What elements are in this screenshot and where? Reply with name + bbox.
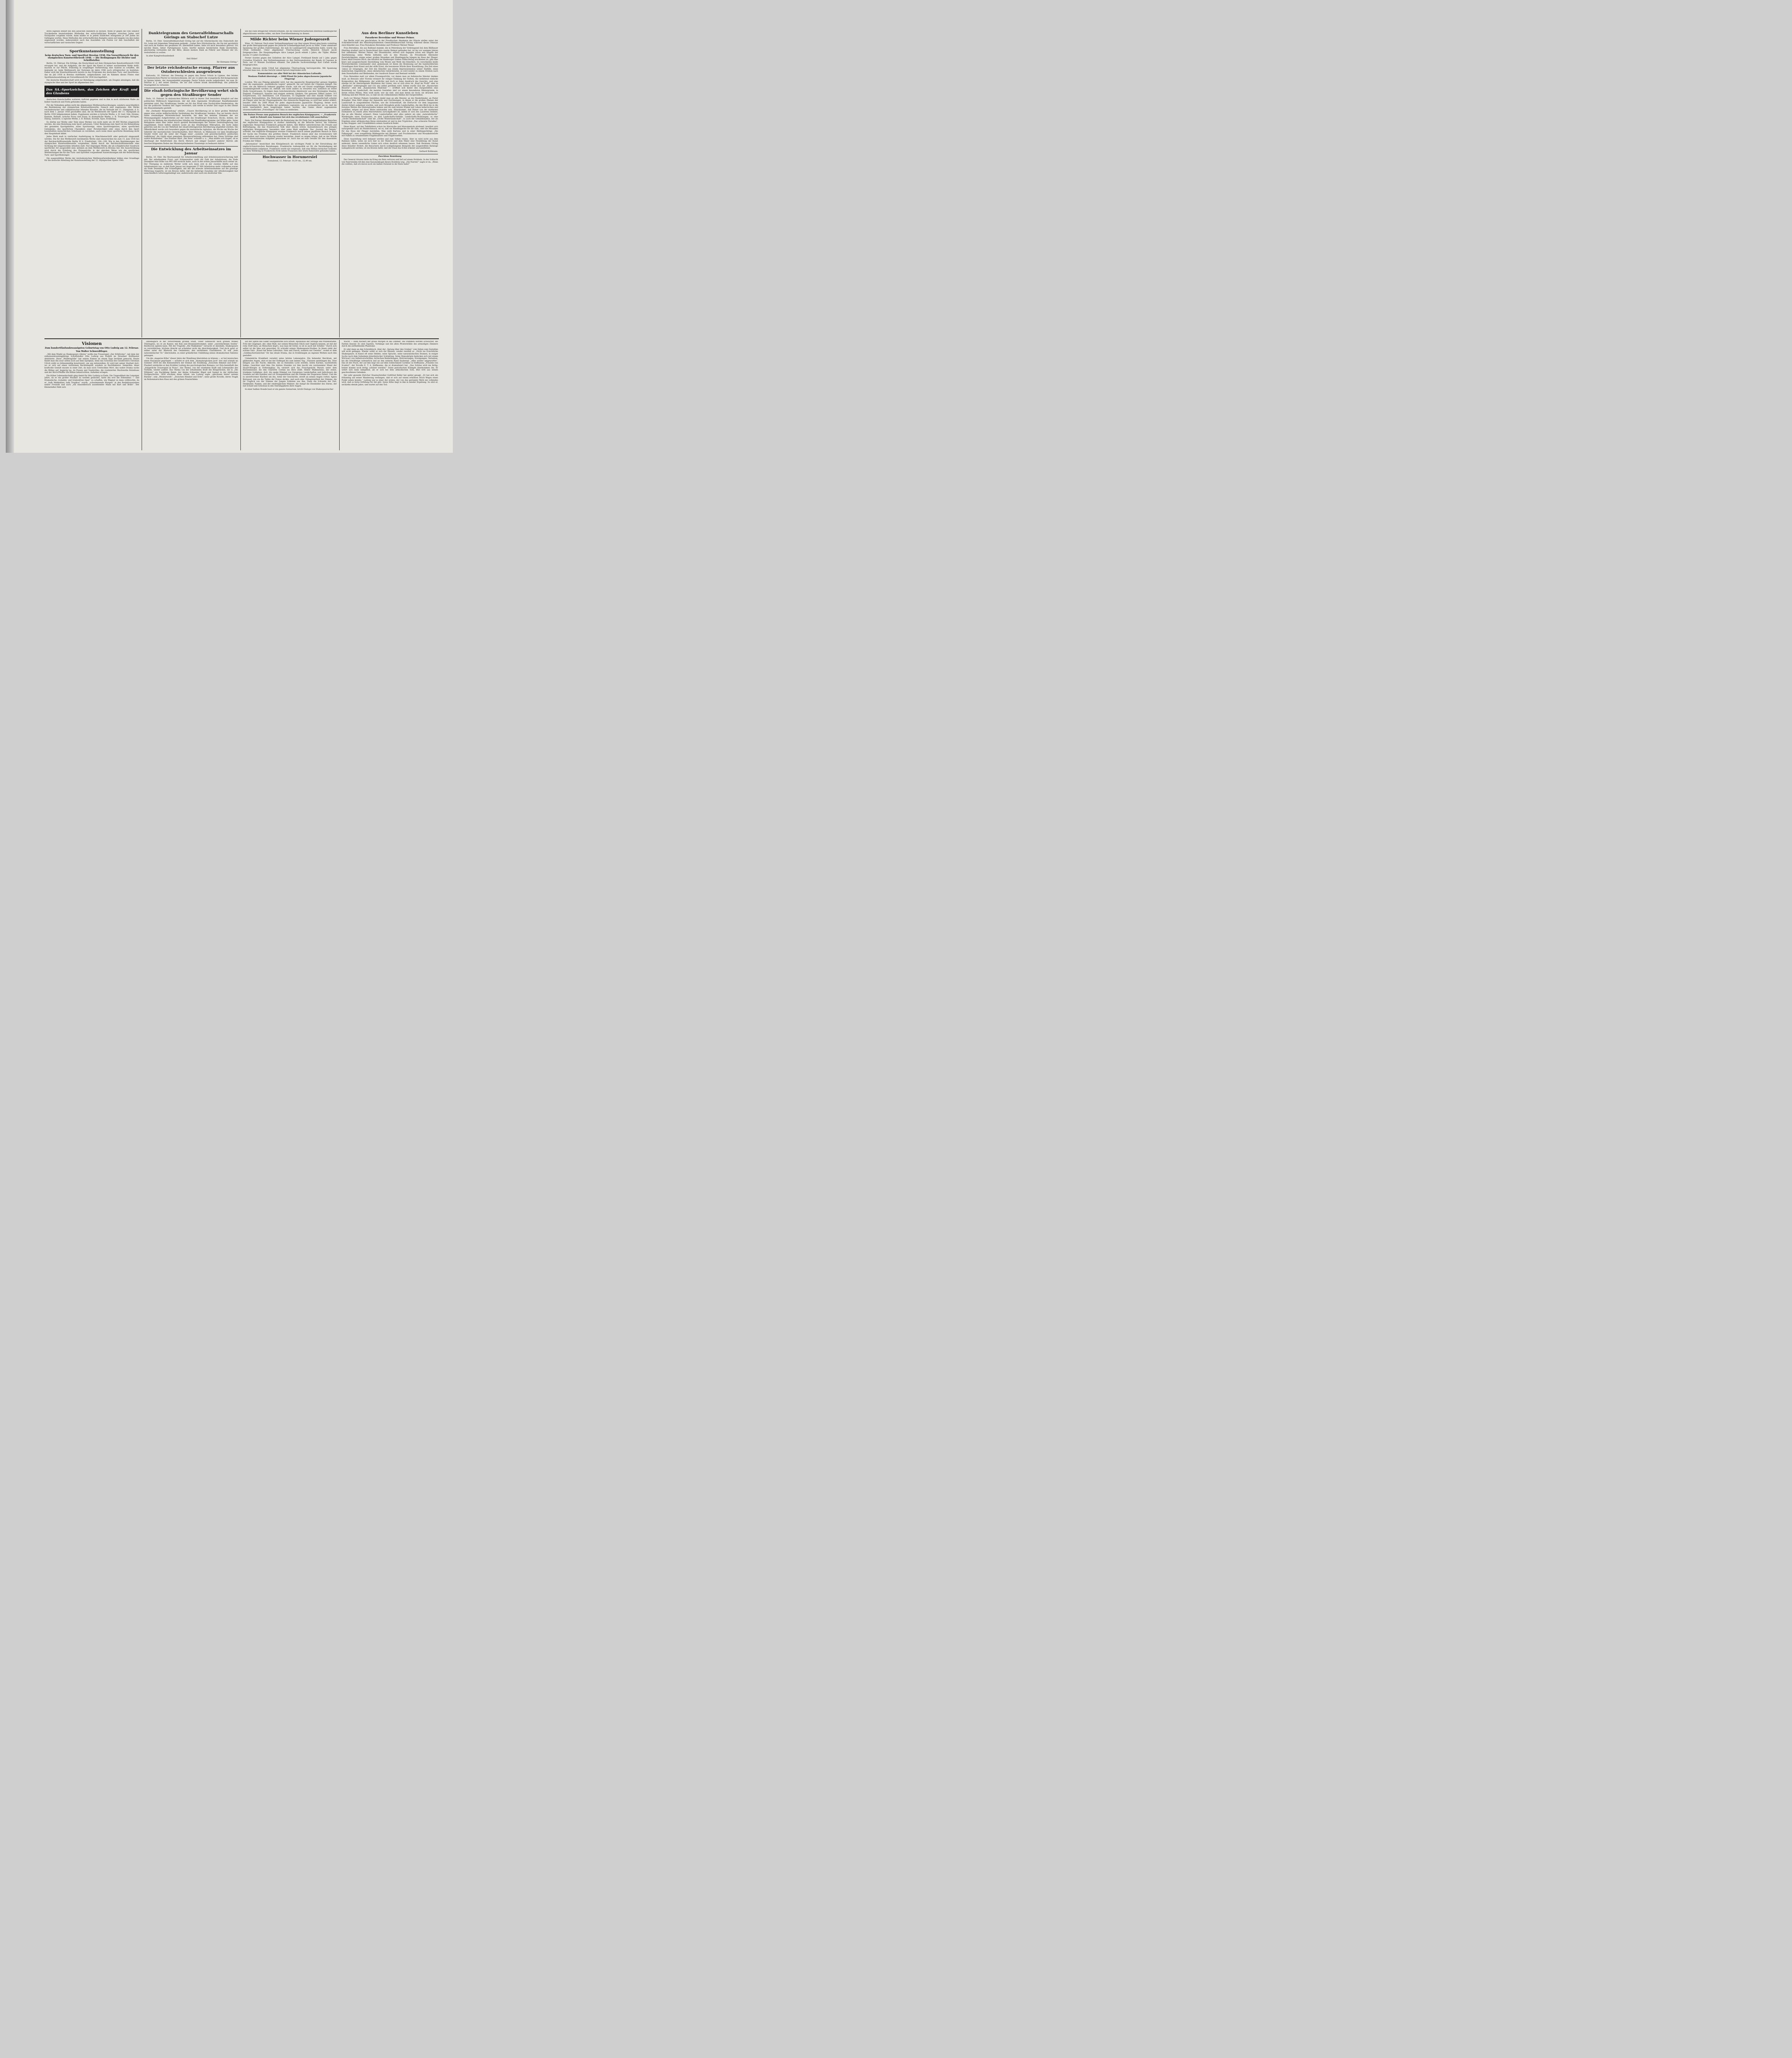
headline-arbeitseinsatz: Die Entwicklung des Arbeitseinsatzes im Januar (151, 147, 231, 156)
body-paragraph: Kattowitz, 10. Februar. Am Dienstag ist gegen den Pastor Scholz in Lipiene, den letzten reichsdeutschen Pfarrer in Ostoberschlesien, der als 12 Jahre die evangelische Kirchengemeinde in Lipiene leitete, der Ausweisbefehl ergangen. Pastor Scholz wurde aufgefordert, bis zum 28. Februar d. J. mit seiner Ehefrau, die zur Zeit schwer krank darniederliegt, das polnische Staatsgebiet zu verlassen. (144, 75, 238, 86)
body-paragraph: Der sehr gesunde Züricher Staatsschreiber Gottfried Keller hat später gesagt: „Er hat sich ein frühzeitig auf seiner Wanderung verfangen, daß er sich auf einem erhöhten Stück Weges einen Punkt sehen konnte.“ Ludwig war ja einer der ersten, der von das geräumte Werk nie vollenden wird, daß so ferne Erfüllung für ihn gibt. Seine Höhe liegt in ihm in minder Ergebung. So sitzt er, sechzehn elende Jahre, und wartet auf den Tod. (342, 375, 438, 386)
headline-strassburger-sender: Die elsaß-lothringische Bevölkerung wehrt sich gegen den Straßburger Sender (144, 89, 238, 97)
body-paragraph: Wucht — dann flackert der graue Morgen in das Zimmer. Die Stimmen werden schwächer, die Farben blasser. Es sind Tapeten, Vorhänge und die alten Pfosterstühle des armseligen Zimmers durch die zerfließenden Phantome. (342, 341, 438, 348)
headline-berliner-kunstleben: Aus den Berliner Kunstleben (361, 31, 418, 35)
feuilleton-rule (44, 338, 439, 339)
body-paragraph: Frau Bereskine, die aus Rußland stammt, die in Petersburg der Vorkriegszeit bei dem Bildhauer Eberling studiert und in Deutschland ihre zweite Heimat gefunden hat, ist bis vor wenigen Jahren fast unbekannt. Werner Peiner, der Düsseldorfer, erfreut sich dagegen schon seit langem der Anerkennung; seine Werke befinden sich in den Museen, im Privatbesitz führender Persönlichkeiten, einige seiner großen Mosaiken und Wandteppiche hängen im Haus der Flieger. Ernst Adolf Dreyers Buch, das kürzlich im Hamburger Gieben Stäbe-Verlag erschienen ist, gibt eine klare und ausgezeichnete Darstellung vom Wesen und Werk des Künstlers. So verschieden beide Persönlichkeiten voneinander sind, gemeinsam ist ihnen die Besinnung auf die handwerklichen Grundlagen ihrer Kunst und der stille Ernst, die besonnene Würde ihrer Kunstübung. Die Zeit eines -ismus ist vergangen, der Zeit des Künstler aus einem Impressionismus seiner Einfälle, eines malerischen Augenblicks, eines ekstatischen Gebärdenstils, es wird wieder zu einem Streben nach dem Dauerhaften und Bleibenden, der Ausdruck Dauer und Bestand verleiht. (342, 47, 438, 75)
headline-pfarrer: Der letzte reichsdeutsche evang. Pfarrer aus Ostoberschlesien ausgewiesen (147, 66, 235, 74)
body-paragraph: deutschen Kunstschaffen weiteren Auftrieb gegeben und in ihm in noch stärkerem Maße als bisher Ausdruck und Form gefunden haben. (44, 99, 139, 103)
subhead-otto-ludwig: Zum hundertfünfundzwanzigsten Geburtstag von Otto Ludwig am 12. Februar. (44, 347, 139, 349)
column-4 (342, 30, 438, 336)
column-3 (243, 30, 337, 336)
body-paragraph: Für die Teilnahme gelten nicht die allgemeinen Wettbewerbsordnungen, sondern ausschließlich die Bestimmung des olympischen Kunstwettbewerbs. Danach sind zugelassen: Alle Werke reichsdeutscher und volksdeutscher lebender Künstler, die im Verlaufe der 11. Olympiade, d. h. nach dem 1. Januar 1936 geschaffen sind, die im Wettbewerb der Spiele der 11. Olympiade in Berlin 1936 teilgenommen haben. Zugelassen werden a) lyrische Werke, z. B. Lied, Ode, Hymne, Kantate, Ballade, lyrische Prosa und Essay, b) dramatische Werke, z. B. Trauerspiel, Hörspiel, Dialog, Szenerie, c) epische Werke, z. B. Roman, Novelle, Epos, Erzählung. (44, 104, 139, 121)
body-paragraph: Ferner wurden gegen den Geliebten der Alice Lampel, Ferdinand Kende auf 1 Jahr, gegen Cornelius Friedrich, den Verbindungsmann zu den Vertrauensleuten der Bande Al Capones in Paris, auf 15 Monate Zuchthaus erkannt. Der jüdische Sachverständige Karl Caftan wurde freigesprochen. (243, 57, 337, 67)
feuilleton-column-1 (44, 341, 139, 449)
telegram-heil: Heil Hitler! (186, 58, 198, 61)
body-paragraph: Berlin, 10. Febr. Die Reichsanstalt für Arbeitsvermittlung und Arbeitslosenversicherung teilt mit: Bei anhaltendem Frost- und Schneewetter zieht die Zahl der Arbeitslosen, die Ende Dezember eine Höhe von 995 000 erreicht hatte, auch in der ersten Januarhälfte noch weiter an. Der Übergang zu milderem Wetter wirkt sich dann erst in der zweiten Hälfte auf den Arbeitseinsatz aus, so daß Ende Januar nur insgesamt 57 000 Arbeitslose mehr vorhanden waren als Ende Dezember. Die Schnelligkeit, mit der die erneute Arbeitsaufnahme auf die günstige Witterung reagierte, ist ein Beweis dafür, daß die bisherige Zunahme der Arbeitslosigkeit fast ausschließlich witterungsbedingt war, andererseits aber auch ein deutlicher Hin- (144, 156, 238, 175)
body-paragraph: Berlin, 10. Febr. Generalfeldmarschall Göring hat auf die Glückwünsche des Stabschefs der SA. Lutze mit folgendem Telegramm gedankt: „Lieber Ihre Glückwünsche, die Sie mir persönlich und auch im Namen der gesamten SA. übermittelt haben, habe ich mich besonders gefreut. Ich möchte Ihnen, lieber Parteigenosse Lutze, hierfür meinen herzlichsten Dank übermitteln, gleichzeitig verbunden mit der Bitte, diesen meinen Dank an Führer und Männer der SA. weiterleiten zu wollen. (144, 40, 238, 54)
column-divider (240, 29, 241, 338)
headline-hochwasser: Hochwasser in Horumersiel (262, 155, 317, 159)
subhead-sportkunst: beim deutschen Turn- und Sportfest Breslau 1938. Ein Vorwettbewerb für den olympischen Kunstwettbewerb 1940. — Die Bedingungen für Dichter und Schriftsteller. (45, 54, 139, 62)
body-paragraph: Diese Kunst, auf den Tafelbildern schon ins Heroische und Monumentale strebend, bewährt sich naturgemäß auch als Wandschmuck, sei es, daß sie Wandteppiche für die Säle, oder die Mosaiken für das Haus der Flieger darstellen. Man sieht Kartons und in einer Bildteppichfolge „Die Falkenjagd“, zwei ausgeführte Bildteppiche mit Blumen- und Fruchtmotiven und Mosaikentwürfe mit Falken zu ornamentalen Flügelmustern und Flügelrosetten. (342, 126, 438, 137)
column-divider (339, 340, 340, 450)
column-2 (144, 30, 238, 336)
body-paragraph: Um die „mageren Kühe“ dieser Jahre der Wandlung überstehen zu können — er hat inzwischen einen Hausstand gegründet — wendet er sich dem „dramaturgischen Joch“ frei und schrieb im Sommer 1854 bei den Kleinstädtern der Heimat die Erzählung „Zwischen Himmel und Erde“. Flaubert entdeckte er den Erzähler Ludwig des psychologischen Romans; vor Zola beeinflußt das „bürgerliche Trauerspiel in Prosa“, das Thema, von der ersehnten Kraft und Lebensnähe des Vorbilds, wieder auflebt. Das Thema von der erhaltenden Kraft des Bürgerlichen, die in „Die Wildente“ ein Nachklang findet: der kleine Schneider Bügel und Sannel in der idyllischen Dorfgeschichte. 1856 erschien diese Arbeit, wie Ludwig sagte „gleichsam hinter seinem Rücken“, sein „Meisterwerk“. „Zwischen Himmel und Erde“; seine große Novelle, deren Tragik im Rettenmairschen Haus mit den grünen Fensterläden (144, 358, 238, 381)
body-paragraph: Jedes Werk muß in vierfacher Ausfertigung in Maschinenschrift oder gedruckt eingesandt werden. Die für den Wettbewerb bestimmten Werke sind einzureichen bis zum 15. Juni 1938 bei der Reichsschrifttumsstelle Berlin W 8, Friedrichstr. 194—199. Wie in den Bestimmungen des olympischen Kunstwettbewerbs vorgesehen, findet durch die Reichsschrifttumsstelle eine Sichtung der eingereichten Arbeiten statt. Nur diejenigen Werke, die als schöpferischer Ausdruck sportlicher Art ausgewählt sind, nehmen an dem Wettbewerb in Breslau teil. Die Ausschreibung wird durch die Erteilung des Preisgerichts in der gleichen Weise wie die sportlichen Wettleistungen die für das Turn- und Sportfest vorgesehene Auszeichnungen mit der Bezeichnung Turn- und Sportfestsieger. (44, 136, 139, 157)
body-paragraph: Diese Ausstellung wird bekannt werden und zum Sehen reizen. Aber es wird nicht aus dem Rahmen fallen, wenn sie sich hier in der Malerei und dem Maler eine Neubildung der Kunst andeutet, deren wesentliche Linien sich schon deutlich erkennen lassen. Daß Hermann Göring diese Künstler fördert, die Besuchern durch wohlgelungene Beispiele der ausgestellten Kataloge nahegebracht werden, ist ein Beweis dafür, daß der Staat das Echte erkennt und anerkennt. (342, 138, 438, 150)
body-paragraph: Wien, 10. Februar. Nach einer Verhandlungsdauer von über einem Monat ging heute vormittag der große Betrugsprozeß gegen die jüdische Schieberfippschaft Jacob zu Ende. Unter atemloser Spannung der großen Zuhörermenge, die sich im Landesgericht eingefunden hatte, wurde das Urteil verkündet. Unter allgemeiner Überraschung wurde Heinrich Eduard Jacob freigesprochen. Die Hauptangeklagte Alice Lampel Jacob erhielt 2 Jahre, die 70jähr. Mutter Jacobs 1½ Jahre Zuchthaus. (243, 42, 337, 56)
article-continuation: ihren eigenen Bedarf bei den jüdischen Händlern zu decken. Wenn er gegen die vom Senator Trockenheim beanstandeten Methoden des wirtschaftlichen Kampfes zwischen Juden und Nichtjuden vorgehen würde, dann müßte er in jedem Städtchen wenigstens je 200 Juden ins Gefängnis werfen. Diese Methoden des wirtschaftlichen Kampfes seien seit langem von den Juden angewandt worden, insbesondere auch das Ausstellen von Posten vor den Geschäften der wirtschaftlichen und rassischen Gegner. (44, 30, 139, 44)
body-paragraph: Berlin, 10. Februar. Die Erfolge, die Deutschland auf dem Olympischen Kunstwettbewerb 1936 errungen hat, und die Aufgaben, die der Sport der Kunst in immer wachsendem Maße stellt, machen es zur Pflicht, frühzeitig in sorgfältiger Vorbereitung eine Auslese zu schaffen, die imstande ist, beim Wettbewerb der Nationen im Jahre 1940 noch erfolgreicher zu bestehen. Daher wird der Kunstwettbewerb bereits in das Programm des deutschen Turn- und Sportfestes, das im Juli 1938 in Breslau stattfindet, aufgenommen und im Rahmen dieses Festes eine Sportkunstausstellung als Vorwettbewerb für 1938 durchgeführt. (44, 63, 139, 79)
column-divider (339, 29, 340, 338)
body-paragraph: Die ausgewählten Werke der reichsdeutschen Wettbewerbsteilnehmer bilden eine Grundlage für die deutsche Abteilung der Kunstausstellung der 12. Olympischen Spiele 1940. (44, 157, 139, 162)
telegram-signature: Ihr Hermann Göring." (217, 61, 238, 63)
column-divider (240, 340, 241, 450)
body-paragraph: Paris, 10. Februar. In elsässischen Blättern wird in letzter Zeit besonders dringlich auf den politischen Mißbrauch hingewiesen, der mit dem regionalen Straßburger Rundfunksender getrieben wird. Der Straßburger Sender sei für das Elsaß eine Nachrichten-Sendestation, die nur die politische Tendenz des Tages verbreitet, und werde in letzter Zeit sogar in den Dienst des Klassenkampfes gestellt. (144, 98, 238, 109)
telegram-greeting: In alter Kampfverbundenheit (146, 55, 174, 57)
headline-sportkunstausstellung: Sportkunstausstellung (69, 49, 114, 54)
body-paragraph: Unheimliche Krankheit verzehrt seine letzten Lebensjahre. Ein liebender Reichtum, mit glühenden Augen, sitzt er bei der Erdkugel bis zum letzten Tag; „Visionen umdrängen ihn, Töne klingen aus der Nacht; Akkorde, die zu flutenden Licht werden, leiten Karmin, nachtiefsten Indigo. Gesichter sind ihm: Die letzten Stunden vor ihm taucht ein verstummter Mund der Stuart-Königin in Fotheringhay. Da verzerrt sich das Froschgesicht Marats unter dem Küchenmesser, die ihm Charlotte Cordan ins Herz stößt. Hinter Wallensteins, der stolze, trunkene Goldglanz, dort, die opake Himmel von Giorgiones Landschaften und tiefschwarz die Gondeln auf den Kanälen und vor Drangenblüten und die Stimme der Dogaressa Falieri. Und die in unverfrorener Klarheit um ihn, Arme der Geschichte, streift an seinen Augen vorbei: Agnes Bernauer, wie sie die Tiefen der Donau deckte, und auch eine Unbegrenztheit der Stimme, die ihr Unglück von der Stimme der Jungen Soldaten aus ihm. Dann die Schwelle der Zeit, Denkmäler, Namen, und der eindringlichste Mahner: die dumpf die Ebenbilder des Sterns, der mit Schuld und Schicksal in den Sternfapphiren ihrer Augen. (243, 358, 337, 388)
feuilleton-column-3 (243, 341, 337, 449)
sa-sportzeichen-banner: Das SA.-Sportzeichen, das Zeichen der Kraft und des Glaubens (44, 86, 139, 97)
body-paragraph: Es dürfen nur Werke oder Teile eines Werkes von nicht mehr als 20 000 Worten eingereicht werden, die eine Beziehung zum Sport aufweisen. Unter Beziehung zum Sport ist die Behandlung des gesamten Sportgebietes, eines Sportzweigs, eines Sportereignisses, eines sportlichen Gedankens, des sportlichen Charakters einer Persönlichkeit oder eines durch den Sport beeinflußten menschlichen Schicksals zu verstehen, auch wenn diese sportliche Beziehung nicht den Hauptinhalt bildet. (44, 121, 139, 135)
body-paragraph: Die „Dorbader Bürgerzeitung“ erklärt: „Unsere Bevölkerung ist in ihrer großen Mehrheit gegen eine solche mißbräuchliche Verdrehung des Straßburger Senders. Das sei bereits durch einen zweimaligen Hörerentscheid bewiesen, bei dem die meisten Stimmen der zur Meinungsabgabe Aufgefordeten auf der Seite des Straßburger Domchors, Hochs, stehen, der sich für die Bildung des künstlerischen Inhaltes der Rundfunkprogramme viel Mühe gebe. Seine Befugnisse seien aber leider durch speziell Bestimmungen der Pariser Zentralregierung fast eingedämmt. Diese ließen nämlich Leute an das Straßburger Mikrophon, die nicht dahin gehörten und die von der Mehrheit der elsaß-lothringischen Bevölkerung abgelehnt würden. Die Öffentlichkeit werde sich besonders gegen die marxistische Agitation, die Woche um Woche der Sekretär der marxistischen Gewerkschaften, Herr Mersch, in Mülhausen vor dem Straßburger Sender treibt und die unter der Flagge einer „sozialen und gewerkschaftlich politischen Aufklärung“ die Gipfel einer gemeinen Massenverhetzung erklommen hat. Diese Vorträge sind wahre Brandreden.“ Das Elsässer Blatt „Der Bote“ schreibt u. a.: „Man müßte sich fragen, ob es überhaupt der Redefreiheit des Herrn Mersch und einiger hundert anderer Herren alle beschwichtigenden Reden des Ministerpräsidenten Chautemps zu bedauern hätten.“ (144, 110, 238, 145)
byline: Von Walter Schwerdtfeger. (76, 350, 108, 353)
tide-times: Sonnabend, 12. Februar: 10,19 vm., 22,49 nm. (267, 160, 312, 163)
subhead-moskau: Moskaus Einfluß überwiegt. — 2000 Pfund für jedes abgeschossene japanische Flugzeug! (248, 76, 332, 80)
body-paragraph: Er sitzt dann an den Schreibtisch. Aber der „Sprung über den Graben“ vom Sehen zum Gestalten will nicht gelingen. Wieder wählt er sich die Skizzen, wieder zweifelt er. „Nicht ins Ersichtliche Shakespeare, in Kunst oft seine Helden, seine Sprache, seine naturalistischen Dramen, in ewiger Suche nach dem Geheimnis künstlerischer Schöpfung. Seine Manuskripte bedecken sich mit einem Wirrwarr von Selbstvorschriften, kritischen Bemerkungen, Motivierungen, Erwägungen, Varianten, bis die Schriftzüge unleserlich und an den unteren Rand flackernd: „Alles wieder umgeworfen“. Das ist der Fluch, der auf ihm liegt wie auf dem Goldschmied Cardillac in Hoffmanns „Fräulein von Scuderi“, der Novelle E. T. A. Hoffmanns, die er dramatisiert hat. „Das Schöne wird nie fertig; keiner kommt noch fertig; schöner werden!“ Seine periodischen Krämpfe überkommen ihn. Er wehrt sich dann kämpfend, als er sich bei dem altmodischen Sofa, Blut tritt aus seinen geschwollenen Gelenken. (342, 348, 438, 374)
body-paragraph: unbehaglich in der verwirrenden großen Stadt, voller Sehnsucht nach grünen Winkel Thüringens, wo er als Kantor, mit Kuh und Botanisiertrommel, unter „unverdorbenen Seelen“ Beethoven spielen kann. Mit der Tragödie „Die Makkabäer“ versucht er ebenfalls, Shakespeare zu verwirklichen; höchste Absicht sei scheinbar nicht die Absichtslosigkeit. Und doch spürt er selber unter der Rhetorik des Gedankens, den zerfallenen Charakteren. Er will „kein naturalistischer Tic“ überwinden, zu einer gründlichen Umbildung seines dramatischen Talentes gelangen. (144, 341, 238, 357)
body-paragraph: London. Wie aus Peiping gemeldet wird, hat das japanische Hauptquartier genaue Angaben über die sogenannte „ausländische Legion“ gemacht, die auf Seiten der Chinesen kämpft. Die Liste, die am Mittwoch bekannt gegeben wurde, und die auf Grund sorgfältiger Meldungen zusammengestellt worden ist, enthält, wie nicht anders zu erwarten war, natürlich an erster Stelle Sowjetrussen. Es folgen dann bolschewistische Abenteurer aus den Vereinigten Staaten, England, Frankreich, Spanien und einigen anderen Ländern. Die genauen Ziffern lauten: 315 Sowjetrussen, 152 Amerikaner, 124 Franzosen, 55 Engländer und eine Anzahl Söldner von anderen Nationalitäten. Die Mehrzahl dieser internationalen Kommunistengesellschaft arbeitet als Flieger oder bei der Flugzeugabwehr. Die chinesische Regierung, so wird hier weiter erklärt, bezahle 1000 bis 2000 Pfund für jedes abgeschossene japanische Flugzeug, ferner noch Sonderprämien für die Familie der gefallenen Legionäre; um so erstaunlicher sei es, daß die nicht unerheblich dazu beigetragen haben werden, das Ganze dieser sogenannten wissenschaftlichen „Freiwilligen“ für China zu entdecken. (243, 81, 337, 111)
body-paragraph: Ein früher Lebensabschnitt ging damit für Otto Ludwig zu Ende. Die Ungewißheit der Leipziger Jahre, da er ein großer Musiker zu werden gedachte, hatte ihn erst die Erkenntnis — und Dramatische, rouladen- und tirabenfreie Oper“ zu schaffen, wie Wagner es dann vollbrachte, da er „halb Makkabäer, halb Tragikus“ wurde, „schwimmende Wangen“ in den Redaktionsstuben seiner Freunde und auch „ein einsiedlerisch aussehender Mann mit Bart und Brille“. Der Kleinstädter fühlt sich (44, 375, 139, 389)
body-paragraph: Dieses überaus milde Urteil hat allgemeine Überraschung hervorgerufen. Mit Spannung erwartet man nun, ob das Gericht seinen Spruch begründen wird. (243, 67, 337, 72)
column-1 (44, 30, 139, 336)
headline-wiener-judenprozess: Milde Richter beim Wiener Judenprozeß (250, 37, 330, 42)
subhead-pariser-presse: Die Pariser Presse zum geplanten Besuch des englischen Königspaares. — „Frankreich muß in Zukunft zum Sommer bei sich das revolutionäre Gift ausschalten.“ (243, 114, 336, 119)
body-paragraph: „Information“ bezeichnet den Königsbesuch als wichtigen Punkt in der Entwicklung der englisch-französischen Beziehungen. Frankreichs Außenpolitik sei für die Verständigung mit Großbritannien aufgebaut. Frankreich werde nie vergessen, daß eine Million britischer Soldaten aus dem Weltkrieg in Frankreichs Erde neben Franzosen ihre letzte Ruhestätte gefunden haben. (243, 143, 337, 153)
author-signature: Gerhard Bohlmann. (419, 150, 438, 153)
feuilleton-column-2 (144, 341, 238, 449)
newspaper-page (14, 0, 453, 453)
body-paragraph: Paris. Die Pariser Abendpresse hebt die Bedeutung des für Ende Juni angekündigten Besuches des englischen Königspaares in starker Anlehnung an die Besuche hervor, die früheren englischen Monarchen Frankreich gemacht haben. Alle Blätter unterstreichen die Freude und Befriedigung, die das französische Volk über diesen ersten Auslandsbesuch des jetzigen englischen Königspaares, besonders aber seine Wahl empfinde. Das „Journal des Debats“ schreibt, das englische Königspaar erweise Frankreich durch seinen geplanten Besuch in Paris der Sache des Friedens den größten Dienst. Frankreich müsse aber das revolutionäre Gift ausschalten und innere Ordnung wieder herstellen, damit es zeigen könne, daß es der Würde seiner internationalen Aufgaben gewachsen ist. Auch das sei eine Gewähr für den dauernden Frieden der Völker. (243, 119, 337, 142)
body-paragraph: Frau Bereskine malt vor allem Frauenporträts, vor denen man an italienische Meister denken muß, an Benozzo oder Florenz erinnert ihr ruhiger Einklang der Farben, die entfaltend einfache Komposition des Bildganzen, der schlichte und doch so feine Ausdruck des Gesichts, und eine einzige ist ihr überzeugende Rhythmus der Linien, wie er sich etwa im „Kopf im Profil“ oder in „Betenden“ widerspiegelt und von uns selbst gerühmt wird. Selten wurde sich der „Russischen Bäuerin“ oder den „Kalamischen Mädchen“ — eröffnet sich hinter den Dargestellten eine Beziehung zur Landschaft, die meisten Gestalten sind vor einem besonderen Hintergrunde, in ihrem reinen Milieu. Man weiß nicht, wer sie sind, und man kennt sie doch; sie drücken ihre Stellung und ihre Würde aus, so daß sie ein vollkommenes Bildnis der Dargestellten. (342, 76, 438, 97)
body-paragraph: In einer halben Stunde baut er ein ganzes Szenarium, bricht Dialoge von Shakespearescher (245, 388, 333, 391)
body-paragraph: Aus Berlin wird uns geschrieben: In der Preußischen Akademie der Künste stellen unter der Schirmherrschaft des Ministerpräsidenten Generalfeldmarschall Göring während dieses Februar zwei Künstler aus: Frau Paraskewe Bereskine und Professor Werner Peiner. (342, 40, 438, 47)
book-page-edge (6, 0, 14, 453)
body-paragraph: Auch vor Werner Peiners Gemälden denkt man an alte Meister, an die Niederländer, an Pieter Breughel. Man fühlt einige der Aquarelle und Zeichnungen, in denen er die großen Ebenen der Landschaft in ausgedehnten Flächen, wie die Schwerkraft, die Ehrfurcht vor dem langsamen Atelier-Arbeit aufgebaut wurden, und auch Breughels große Landschaften, die den Blick bis in die fernsten Weiten des Hintergrundes lenken und bis zum letzten Winkel mit Leben beherrschen und ausfüllen, mögen auf diese Weise entstanden sein. Hinzukommt, daß Peiner von der modernen Dolmalerei zu einem alten Malverfahren zurückgekehrt ist, indem er sich des Lasierens bedient, das an alle Meister erinnert. Diese Landschaften sind alles andere als eine „naturalistische“ Wiedergabe eines Erschauten, es sind Landschafts-Gebilde, Landschafts-Dichtungen; so eine „Große Herbstlandschaft“ oder die „Große Winterlandschaft“, so auch der Gemäldezyklus, der als Ergebnis einer afrikanischen Reise entstanden ist und in den Tryptichon „Das schwarze Paradies“, in den Steppen- und Urwaldbildern seinen Ausdruck findet. (342, 97, 438, 125)
headline-zwecklose-bemuehung: Zwecklose Bemühung (378, 156, 402, 158)
headline-danktelegramm: Danktelegramm des Generalfeldmarschalls Görings an Stabschef Lutze (148, 31, 234, 40)
feuilleton-column-4 (342, 341, 438, 449)
body-paragraph: Der General Alvarez hatte im Krieg ein Bein verloren und lief auf einem Holzbein. In der Schlacht von Neerwinden riß ihm eine Kanonenkugel dieses Holzbein weg. „Die Narren!“ sagte er da. „Wenn die wüßten, daß ich davon noch ein halbes Dutzend in der Kiste habe!“ (342, 159, 438, 166)
body-paragraph: Die deutsche Künstlerschaft wird zur Beteiligung aufgefordert, um Zeugnis abzulegen, daß die olympische Idee und der Sport im allgemeinen den (44, 79, 139, 84)
subhead-kommunisten: Kommunisten aus aller Welt bei der chinesischen Luftwaffe. (258, 72, 322, 75)
headline-visionen: Visionen (82, 342, 102, 346)
body-paragraph: auf der Spitze des Sankt Georgenturms sich erfüllt: Apollonius der Strenge und Willensstarke, Fritz der Gegenpol, der, ohne Maß, nur seinen Menschen Glück und Unglück nennen, ist mit der rohe Stoff dazu: an Menschen liegt's, was man ihr formt; so ist es auch mit Schiller.“ Durch sich selbst ist die Idee erst geworden. Er schreibt seinen Shakespeare-Studien. In ihnen steht der schöne Satz: „Kunst hat keine Lehrsätze, Sinn und Zweck, sondern nur Gesetze“, womit er dem „Goldmachereizeichen“ für das ideale Drama, das in Erzählungen an eigenen Werken nach ihm gestaltet. (243, 341, 337, 357)
article-continuation: wie die Fälle dringlicher Arbeitsvorhaben, die im volkswirtschaftlichen Interesse baldmöglichst abgeschlossen werden sollen, um ihrer Zweckbestimmung zu dienen. (243, 30, 337, 35)
subhead-bereskine-peiner: Paraskewe Bereskine und Werner Peiner. (365, 36, 415, 39)
body-paragraph: „Mit dem Wipfel an Shakespeare rühren“ wollte das Trauerspiel „Der Erbförster“, mit dem der siebenundzwanzigjährige Schriftsteller Otto Ludwig aus Eisfeld im Dresdner Hoftheater debütierte. Diese „Waldtragödie“ hat seinen Namen an einem Tage berühmt gemacht. Heute findet man ihn zwar selten noch auf dem Spielplan, denn das Schicksal des Gutsförsters Christian Ulrich wirkt zu bühnenmäßig konstruiert, um uns mitzureißen. Er wird mit seiner Sturheit dort, wo er sich auf einen verlorenen Rechtsbegriff, sondern zu Rechthaberei. Immerhin: diese kraftvolle Gestalt musste in einer Zeit, da man noch Treitschkes Wort, das wahre Drama suche die Bühne auf, begierig las, da Possen und Vaudevilles, die routinierten Machwerke Kotzebues und der Birch-Pfeiffer die Bühne beherrschten, Aufsehen erregen. (44, 353, 139, 374)
